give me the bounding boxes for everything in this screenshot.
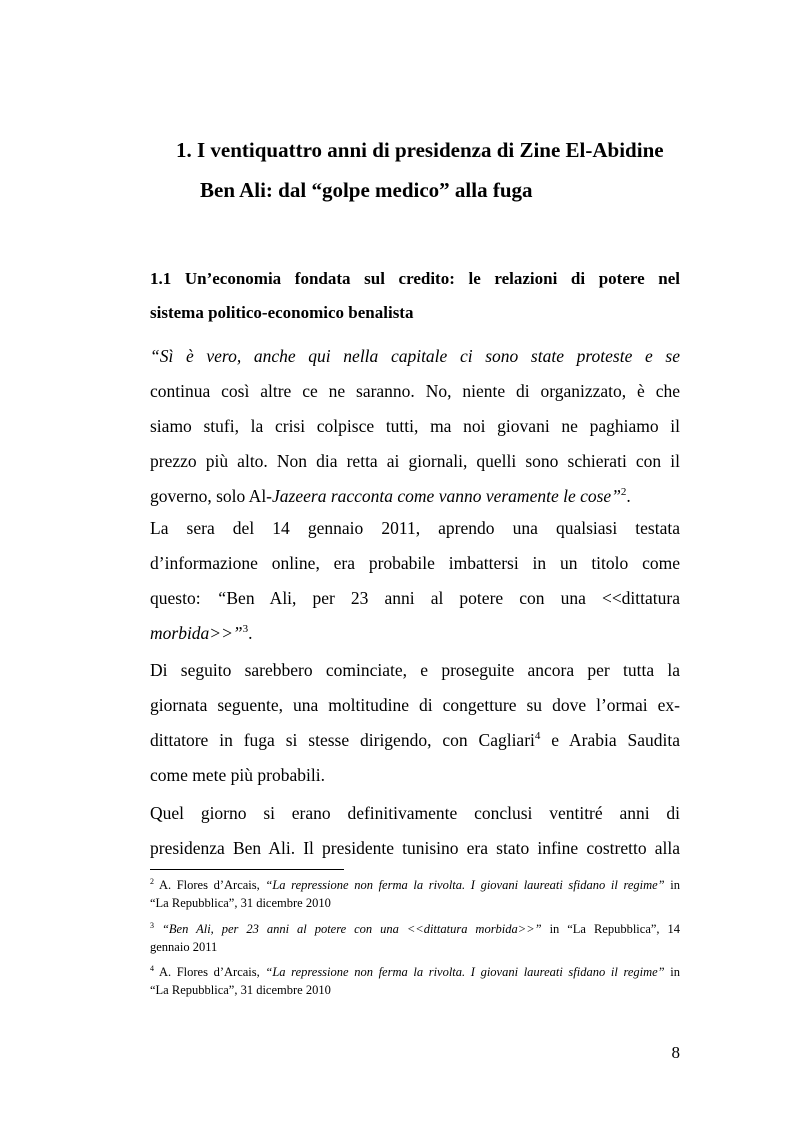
footnote-tail: in <box>664 878 680 892</box>
paragraph-line: presidenza Ben Ali. Il presidente tunisino era stato infine costretto alla <box>150 838 680 858</box>
footnote-2 <box>150 876 680 912</box>
paragraph-line: continua così altre ce ne saranno. No, niente di organizzato, è che <box>150 381 680 401</box>
footnote-3 <box>150 920 680 956</box>
paragraph-line <box>150 581 680 616</box>
footnote-ref[interactable]: 3 <box>242 623 249 635</box>
footnote-ref[interactable]: 4 <box>534 730 541 742</box>
paragraph-line: Quel giorno si erano definitivamente conclusi ventitré anni di <box>150 803 680 823</box>
footnote-4 <box>150 963 680 999</box>
paragraph-quote <box>150 339 680 514</box>
paragraph-line: “Sì è vero, anche qui nella capitale ci sono state proteste e se <box>150 346 680 366</box>
paragraph-line: come mete più probabili. <box>150 765 325 785</box>
paragraph-2 <box>150 511 680 651</box>
text-run: dittatore in fuga si stesse dirigendo, con Cagliari <box>150 730 535 750</box>
text-run-italic: “ <box>216 588 227 608</box>
chapter-title-line-2: Ben Ali: dal “golpe medico” alla fuga <box>200 178 533 202</box>
footnote-title: “Ben Ali, per 23 anni al potere con una <<dittatura morbida>>” <box>161 922 542 936</box>
footnote-number: 3 <box>150 921 154 930</box>
footnote-line: “La Repubblica”, 31 dicembre 2010 <box>150 896 331 910</box>
section-title-line-1: 1.1 Un’economia fondata sul credito: le relazioni di potere nel <box>150 269 680 288</box>
footnote-tail: in <box>664 965 680 979</box>
footnote-line: gennaio 2011 <box>150 940 218 954</box>
text-run-italic: morbida>>” <box>150 623 243 643</box>
paragraph-line: prezzo più alto. Non dia retta ai giornali, quelli sono schierati con il <box>150 451 680 471</box>
footnote-title: “La repressione non ferma la rivolta. I giovani laureati sfidano il regime” <box>265 965 665 979</box>
section-title <box>150 262 680 330</box>
text-run-italic: Jazeera racconta come vanno veramente le cose” <box>272 486 621 506</box>
paragraph-line: La sera del 14 gennaio 2011, aprendo una qualsiasi testata <box>150 518 680 538</box>
footnote-tail: in “La Repubblica”, 14 <box>541 922 680 936</box>
footnote-author: A. Flores d’Arcais, <box>158 878 266 892</box>
footnote-line <box>150 963 680 981</box>
text-run: questo: <box>150 588 217 608</box>
text-run: governo, solo Al- <box>150 486 273 506</box>
text-run: e Arabia Saudita <box>540 730 680 750</box>
text-run: Ben Ali, per 23 anni al potere con una <<dittatura <box>226 588 680 608</box>
page-number: 8 <box>671 1043 680 1062</box>
text-run: . <box>626 486 631 506</box>
paragraph-3 <box>150 653 680 793</box>
footnote-line: “La Repubblica”, 31 dicembre 2010 <box>150 983 331 997</box>
footnote-ref[interactable]: 2 <box>620 486 627 498</box>
section-title-line-2: sistema politico-economico benalista <box>150 303 414 322</box>
paragraph-line <box>150 479 680 514</box>
footnote-line <box>150 920 680 938</box>
footnote-line <box>150 876 680 894</box>
chapter-title-line-1: 1. I ventiquattro anni di presidenza di Zine El-Abidine <box>176 138 664 162</box>
paragraph-line: giornata seguente, una moltitudine di congetture su dove l’ormai ex- <box>150 695 680 715</box>
paragraph-line: Di seguito sarebbero cominciate, e proseguite ancora per tutta la <box>150 660 680 680</box>
paragraph-line <box>150 723 680 758</box>
paragraph-line: d’informazione online, era probabile imbattersi in un titolo come <box>150 553 680 573</box>
footnote-title: “La repressione non ferma la rivolta. I giovani laureati sfidano il regime” <box>265 878 665 892</box>
footnote-number: 2 <box>150 877 154 886</box>
chapter-title <box>176 130 696 210</box>
paragraph-4 <box>150 796 680 866</box>
footnote-separator <box>150 869 344 870</box>
paragraph-line: siamo stufi, la crisi colpisce tutti, ma noi giovani ne paghiamo il <box>150 416 680 436</box>
paragraph-line <box>150 616 680 651</box>
text-run: . <box>248 623 253 643</box>
footnote-number: 4 <box>150 964 154 973</box>
footnote-author: A. Flores d’Arcais, <box>158 965 266 979</box>
